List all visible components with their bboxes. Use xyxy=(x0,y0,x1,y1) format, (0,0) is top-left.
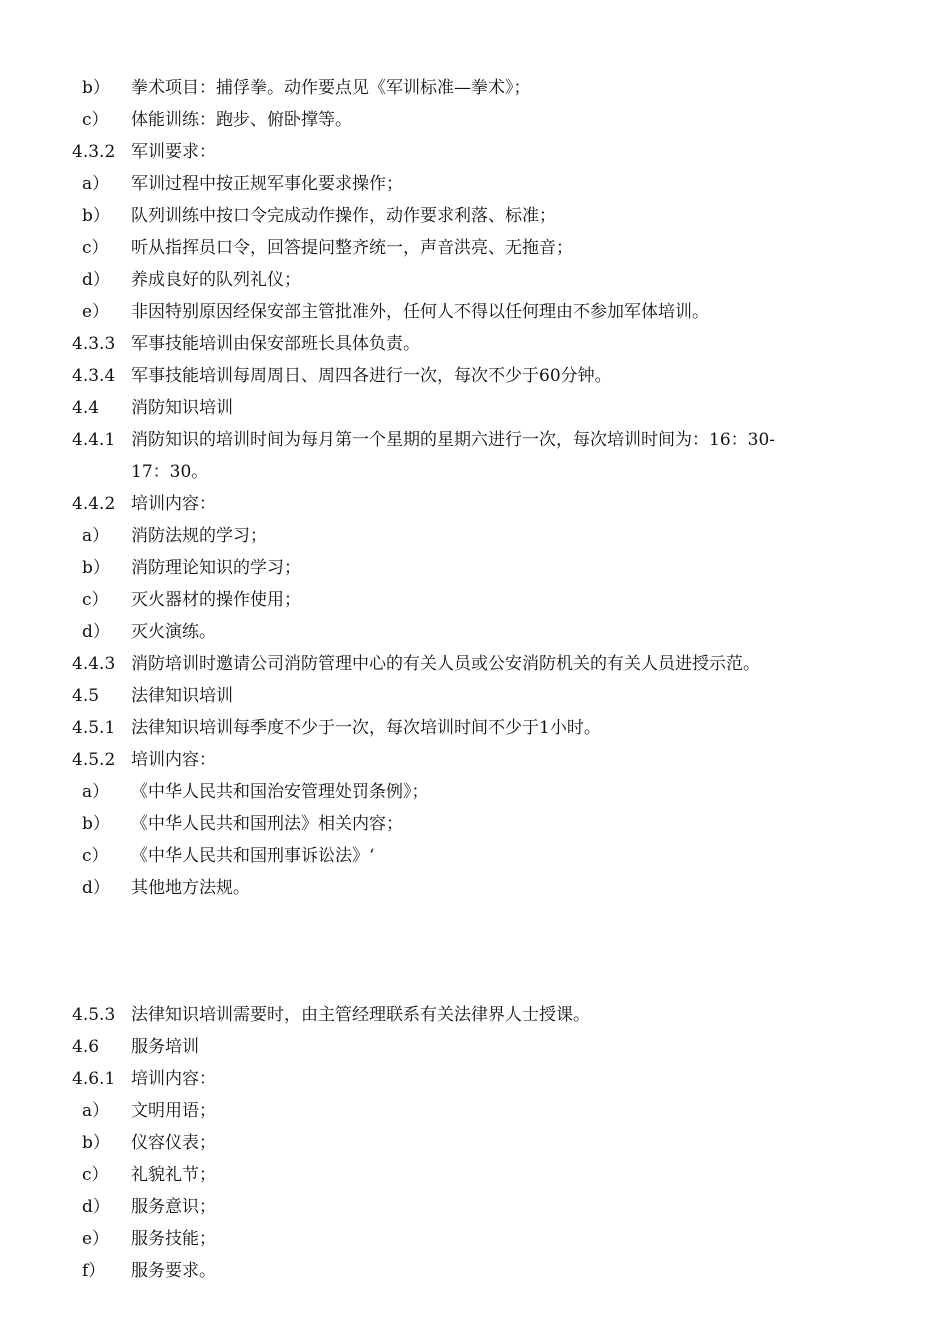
section-number: 4.5.2 xyxy=(72,750,116,770)
item-label: c） xyxy=(82,238,109,258)
item-label: a） xyxy=(82,174,110,194)
item-label: a） xyxy=(82,526,110,546)
section-text: 服务培训 xyxy=(131,1037,199,1057)
section-text: 军训要求： xyxy=(131,142,216,162)
section-text: 法律知识培训 xyxy=(131,686,233,706)
section-text: 消防知识的培训时间为每月第一个星期的星期六进行一次，每次培训时间为：16：30- xyxy=(131,430,776,450)
item-label: c） xyxy=(82,590,109,610)
section-text: 消防培训时邀请公司消防管理中心的有关人员或公安消防机关的有关人员进授示范。 xyxy=(131,654,760,674)
section-number: 4.5.1 xyxy=(72,718,116,738)
section-text: 法律知识培训每季度不少于一次，每次培训时间不少于1小时。 xyxy=(131,718,601,738)
item-text: 服务意识； xyxy=(131,1197,216,1217)
item-text: 消防理论知识的学习； xyxy=(131,558,301,578)
item-label: b） xyxy=(82,1133,110,1153)
item-text: 灭火器材的操作使用； xyxy=(131,590,301,610)
section-number: 4.6.1 xyxy=(72,1069,116,1089)
section-number: 4.4.3 xyxy=(72,654,116,674)
item-text: 非因特别原因经保安部主管批准外，任何人不得以任何理由不参加军体培训。 xyxy=(131,302,709,322)
section-number: 4.4.2 xyxy=(72,494,116,514)
item-label: b） xyxy=(82,558,110,578)
item-text: 服务技能； xyxy=(131,1229,216,1249)
item-text: 服务要求。 xyxy=(131,1261,216,1281)
section-number: 4.5 xyxy=(72,686,100,706)
section-number: 4.4 xyxy=(72,398,100,418)
item-label: d） xyxy=(82,270,110,290)
item-label: f） xyxy=(82,1261,106,1281)
item-text: 队列训练中按口令完成动作操作，动作要求利落、标准； xyxy=(131,206,556,226)
section-number: 4.6 xyxy=(72,1037,100,1057)
section-text: 培训内容： xyxy=(131,750,216,770)
item-text: 听从指挥员口令，回答提问整齐统一，声音洪亮、无拖音； xyxy=(131,238,573,258)
section-number: 4.5.3 xyxy=(72,1005,116,1025)
section-number: 4.3.3 xyxy=(72,334,116,354)
item-label: d） xyxy=(82,1197,110,1217)
item-text: 其他地方法规。 xyxy=(131,878,250,898)
item-text: 仪容仪表； xyxy=(131,1133,216,1153)
item-label: e） xyxy=(82,1229,110,1249)
section-text: 17：30。 xyxy=(131,462,209,482)
section-text: 军事技能培训每周周日、周四各进行一次，每次不少于60分钟。 xyxy=(131,366,612,386)
item-label: e） xyxy=(82,302,110,322)
item-label: b） xyxy=(82,78,110,98)
item-text: 文明用语； xyxy=(131,1101,216,1121)
item-text: 《中华人民共和国刑事诉讼法》‘ xyxy=(131,846,375,866)
item-text: 养成良好的队列礼仪； xyxy=(131,270,301,290)
item-label: c） xyxy=(82,846,109,866)
section-number: 4.3.2 xyxy=(72,142,116,162)
item-text: 灭火演练。 xyxy=(131,622,216,642)
item-label: b） xyxy=(82,206,110,226)
section-text: 培训内容： xyxy=(131,1069,216,1089)
item-label: c） xyxy=(82,1165,109,1185)
item-text: 《中华人民共和国治安管理处罚条例》； xyxy=(131,782,429,802)
item-label: d） xyxy=(82,622,110,642)
item-label: a） xyxy=(82,1101,110,1121)
section-text: 军事技能培训由保安部班长具体负责。 xyxy=(131,334,420,354)
item-label: d） xyxy=(82,878,110,898)
item-text: 礼貌礼节； xyxy=(131,1165,216,1185)
item-text: 军训过程中按正规军事化要求操作； xyxy=(131,174,403,194)
item-label: c） xyxy=(82,110,109,130)
item-text: 体能训练：跑步、俯卧撑等。 xyxy=(131,110,352,130)
item-label: b） xyxy=(82,814,110,834)
section-number: 4.4.1 xyxy=(72,430,116,450)
section-text: 培训内容： xyxy=(131,494,216,514)
item-text: 《中华人民共和国刑法》相关内容； xyxy=(131,814,403,834)
section-text: 消防知识培训 xyxy=(131,398,233,418)
item-text: 拳术项目：捕俘拳。动作要点见《军训标准—拳术》； xyxy=(131,78,531,98)
item-text: 消防法规的学习； xyxy=(131,526,267,546)
section-number: 4.3.4 xyxy=(72,366,116,386)
item-label: a） xyxy=(82,782,110,802)
section-text: 法律知识培训需要时，由主管经理联系有关法律界人士授课。 xyxy=(131,1005,590,1025)
